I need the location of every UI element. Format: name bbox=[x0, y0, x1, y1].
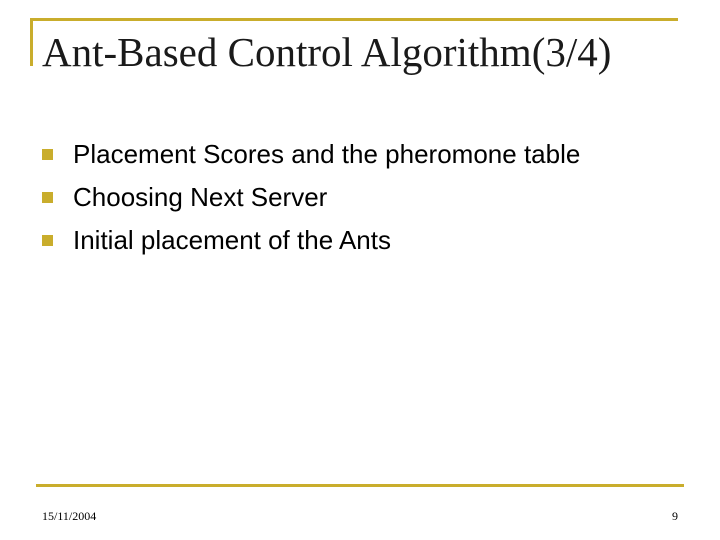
bullet-item bbox=[42, 176, 580, 219]
bullet-text: Choosing Next Server bbox=[73, 182, 328, 212]
title-frame-top-line bbox=[30, 18, 678, 21]
square-bullet-icon bbox=[42, 235, 53, 246]
footer-date: 15/11/2004 bbox=[42, 509, 97, 523]
bullet-text: Placement Scores and the pheromone table bbox=[73, 139, 581, 169]
footer-divider-line bbox=[36, 484, 684, 487]
slide-title: Ant-Based Control Algorithm(3/4) bbox=[42, 29, 612, 75]
footer-page-number: 9 bbox=[672, 509, 678, 523]
square-bullet-icon bbox=[42, 192, 53, 203]
square-bullet-icon bbox=[42, 149, 53, 160]
title-frame-left-line bbox=[30, 18, 33, 66]
bullet-item bbox=[42, 219, 580, 262]
bullet-text: Initial placement of the Ants bbox=[73, 225, 391, 255]
bullet-item bbox=[42, 133, 580, 176]
bullet-list bbox=[42, 133, 580, 262]
